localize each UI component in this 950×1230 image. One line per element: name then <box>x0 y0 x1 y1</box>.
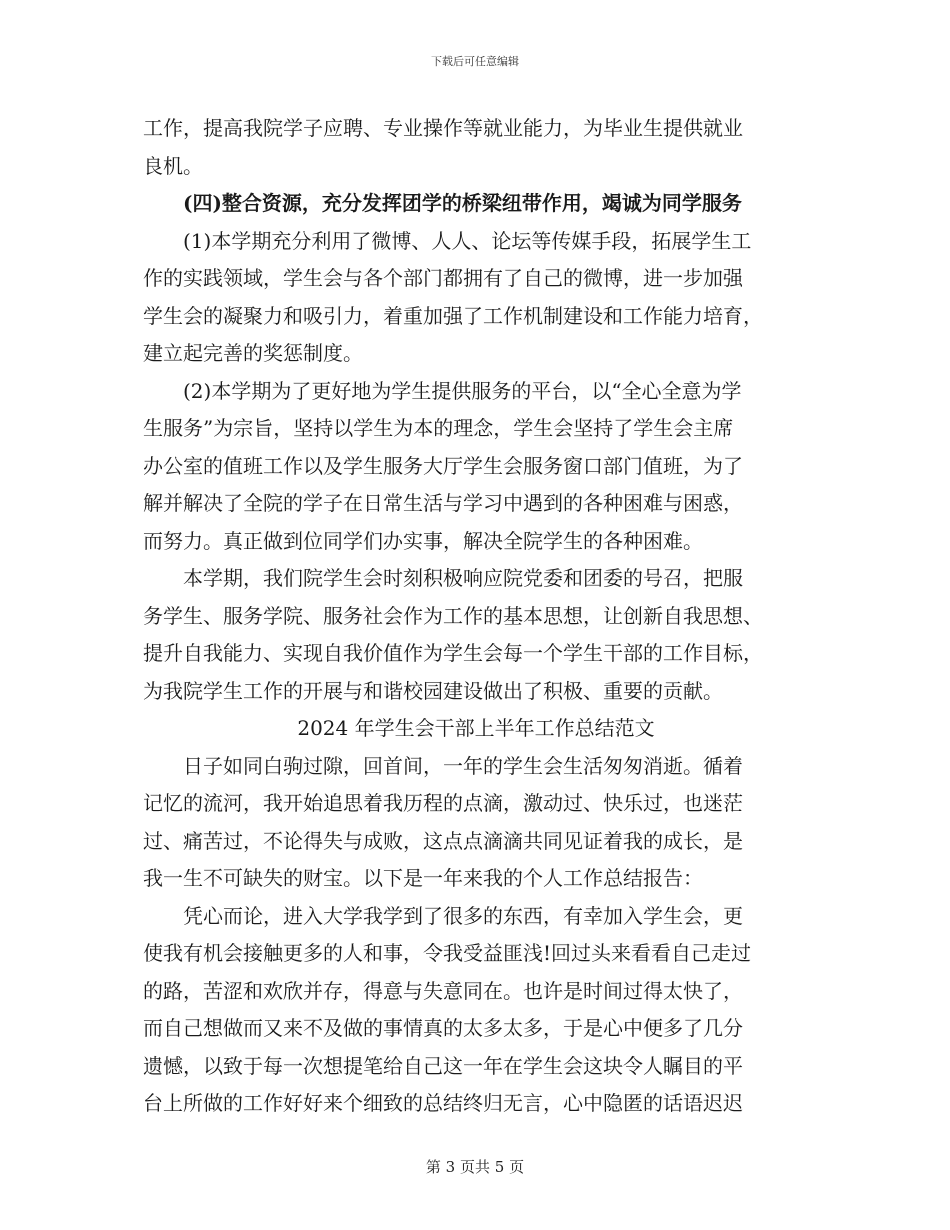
page-header: 下载后可任意编辑 <box>431 55 519 68</box>
text-line: 工作，提高我院学子应聘、专业操作等就业能力，为毕业生提供就业 <box>143 116 743 140</box>
paragraph-item-2 <box>143 373 809 561</box>
heading-text: (四)整合资源，充分发挥团学的桥梁纽带作用，竭诚为同学服务 <box>183 191 742 215</box>
text-line: (2)本学期为了更好地为学生提供服务的平台，以“全心全意为学 <box>183 378 742 403</box>
text-line: 作的实践领域，学生会与各个部门都拥有了自己的微博，进一步加强 <box>143 266 743 290</box>
paragraph-semester-summary <box>143 560 809 710</box>
text-line: 办公室的值班工作以及学生服务大厅学生会服务窗口部门值班，为了 <box>143 453 743 478</box>
text-line: (1)本学期充分利用了微博、人人、论坛等传媒手段，拓展学生工 <box>183 228 752 253</box>
text-line: 日子如同白驹过隙，回首间，一年的学生会生活匆匆消逝。循着 <box>183 753 743 778</box>
text-line: 而自己想做而又来不及做的事情真的太多太多，于是心中便多了几分 <box>143 1016 743 1040</box>
paragraph-reflection <box>143 898 809 1123</box>
text-line: 过、痛苦过，不论得失与成败，这点点滴滴共同见证着我的成长，是 <box>143 828 743 853</box>
paragraph-intro <box>143 748 809 898</box>
text-line: 生服务”为宗旨，坚持以学生为本的理念，学生会坚持了学生会主席 <box>143 416 734 440</box>
text-line: 而努力。真正做到位同学们办实事，解决全院学生的各种困难。 <box>143 528 703 553</box>
text-line: 解并解决了全院的学子在日常生活与学习中遇到的各种困难与困惑， <box>143 491 743 515</box>
document-body <box>143 110 809 1123</box>
section-heading-4 <box>143 185 809 223</box>
article-title <box>143 710 809 748</box>
text-line: 使我有机会接触更多的人和事，令我受益匪浅!回过头来看看自己走过 <box>143 941 752 965</box>
text-line: 遗憾，以致于每一次想提笔给自己这一年在学生会这块令人瞩目的平 <box>143 1053 743 1078</box>
text-line: 学生会的凝聚力和吸引力，着重加强了工作机制建设和工作能力培育， <box>143 303 763 328</box>
text-line: 台上所做的工作好好来个细致的总结终归无言，心中隐匿的话语迟迟 <box>143 1091 743 1115</box>
text-line: 的路，苦涩和欢欣并存，得意与失意同在。也许是时间过得太快了， <box>143 978 743 1003</box>
text-line: 良机。 <box>143 153 203 178</box>
text-line: 建立起完善的奖惩制度。 <box>143 341 363 365</box>
page-footer: 第 3 页共 5 页 <box>425 1158 525 1176</box>
title-text: 2024 年学生会干部上半年工作总结范文 <box>297 716 655 740</box>
paragraph-item-1 <box>143 223 809 373</box>
text-line: 凭心而论，进入大学我学到了很多的东西，有幸加入学生会，更 <box>183 903 743 928</box>
text-line: 我一生不可缺失的财宝。以下是一年来我的个人工作总结报告： <box>143 866 703 890</box>
text-line: 记忆的流河，我开始追思着我历程的点滴，激动过、快乐过，也迷茫 <box>143 791 743 815</box>
text-line: 本学期，我们院学生会时刻积极响应院党委和团委的号召，把服 <box>183 566 743 590</box>
text-line: 为我院学生工作的开展与和谐校园建设做出了积极、重要的贡献。 <box>143 678 723 703</box>
text-line: 务学生、服务学院、服务社会作为工作的基本思想，让创新自我思想、 <box>143 603 763 628</box>
paragraph-employment <box>143 110 809 185</box>
text-line: 提升自我能力、实现自我价值作为学生会每一个学生干部的工作目标， <box>143 641 763 665</box>
